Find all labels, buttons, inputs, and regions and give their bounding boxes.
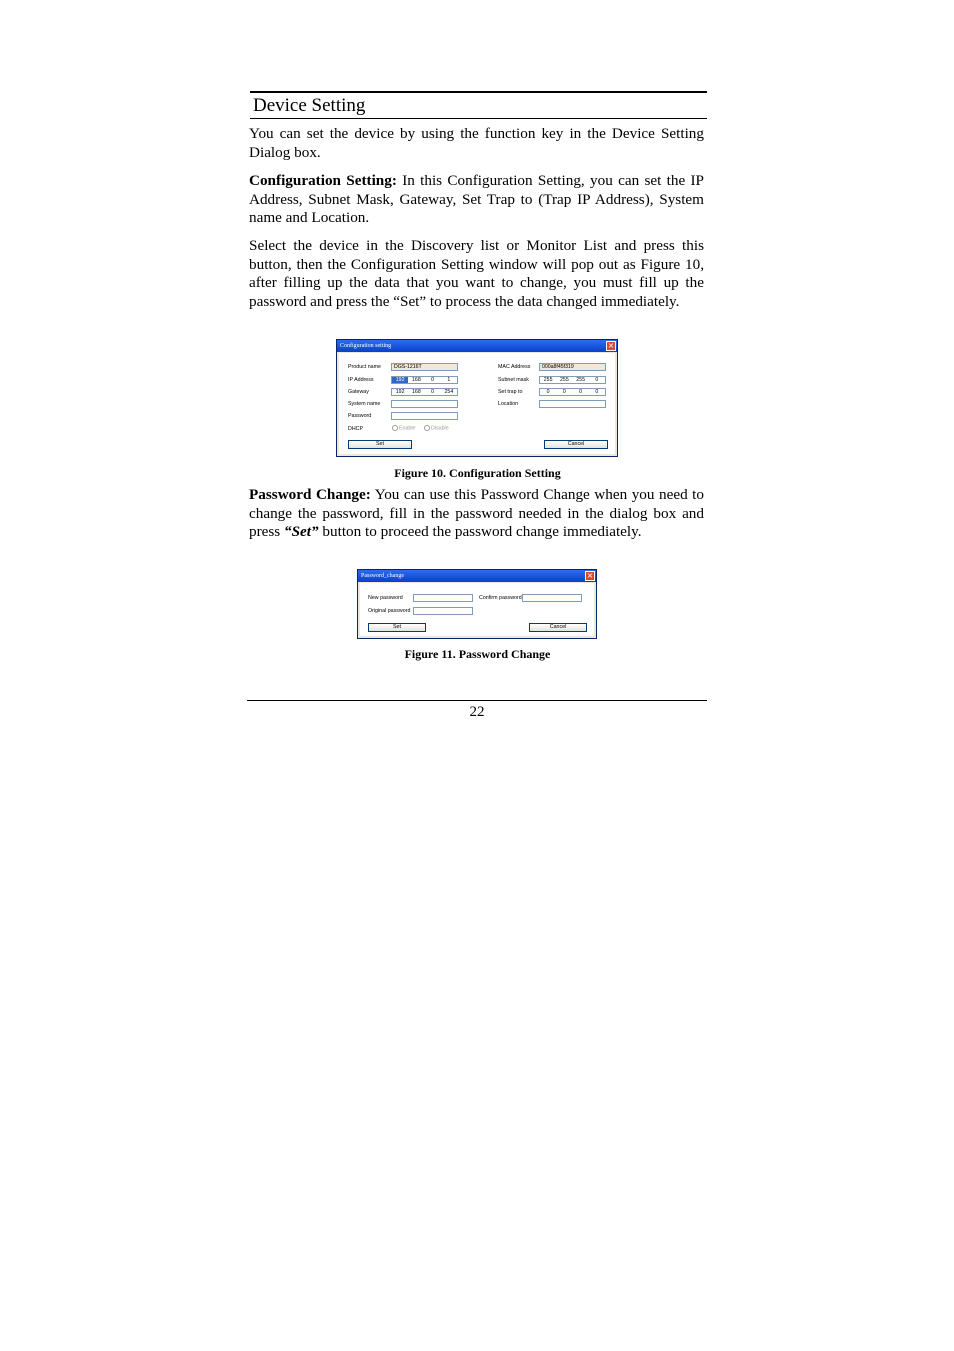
password-label: Password <box>348 413 372 419</box>
trap-octet-1: 0 <box>546 389 550 395</box>
gateway-field[interactable] <box>391 388 458 396</box>
select-text: Select the device in the Discovery list or Monitor List and press this button, then the Configuration Setting window will pop out as Figure 10, after filling up the data that you want to change, you must fill up the password and press the “Set” to process the data changed immediately. <box>249 237 704 310</box>
config-paragraph <box>249 172 704 228</box>
gateway-octet-4: 254 <box>444 389 454 395</box>
dhcp-label: DHCP <box>348 426 364 432</box>
subnet-octet-1: 255 <box>543 377 553 383</box>
mac-address-field[interactable]: 000a8f45f319 <box>539 363 606 371</box>
product-name-field[interactable]: DGS-1216T <box>391 363 458 371</box>
set-button[interactable]: Set <box>348 440 412 449</box>
trap-octet-2: 0 <box>562 389 566 395</box>
ip-address-label: IP Address <box>348 377 374 383</box>
dialog-body <box>360 583 594 636</box>
close-icon[interactable]: × <box>607 341 615 350</box>
gateway-label: Gateway <box>348 389 369 395</box>
ip-octet-1: 192 <box>392 377 408 383</box>
ip-address-field[interactable] <box>391 376 458 384</box>
ip-octet-4: 1 <box>447 377 451 383</box>
dialog-body <box>339 353 615 454</box>
intro-paragraph <box>249 125 704 162</box>
system-name-field[interactable] <box>391 400 458 408</box>
new-password-label: New password <box>368 595 403 601</box>
location-label: Location <box>498 401 519 407</box>
subnet-octet-4: 0 <box>595 377 599 383</box>
password-paragraph <box>249 486 704 542</box>
ip-octet-2: 168 <box>412 377 421 383</box>
radio-circle-icon <box>424 425 430 431</box>
subnet-mask-label: Subnet mask <box>498 377 529 383</box>
config-label: Configuration Setting: <box>249 172 397 189</box>
location-field[interactable] <box>539 400 606 408</box>
dhcp-enable-label: Enable <box>399 425 416 432</box>
figure11-caption: Figure 11. Password Change <box>404 647 551 661</box>
config-text: In this Configuration Setting, you can set the IP Address, Subnet Mask, Gateway, Set Trap to (Trap IP Address), System name and Location. <box>249 172 704 227</box>
set-trap-field[interactable] <box>539 388 606 396</box>
subnet-mask-field[interactable] <box>539 376 606 384</box>
radio-circle-icon <box>392 425 398 431</box>
original-password-label: Original password <box>368 608 411 614</box>
mac-address-label: MAC Address <box>498 364 531 370</box>
dialog-title-bar <box>337 340 617 352</box>
confirm-password-label: Confirm password <box>479 595 522 601</box>
dialog-title-bar <box>358 570 596 582</box>
close-icon[interactable]: × <box>586 571 594 580</box>
trap-octet-3: 0 <box>579 389 583 395</box>
dhcp-disable-radio[interactable] <box>424 425 449 431</box>
page-number: 22 <box>469 704 485 720</box>
dialog-title: Configuration setting <box>340 343 392 349</box>
set-trap-label: Set trap to <box>498 389 523 395</box>
dhcp-enable-radio[interactable] <box>392 425 416 431</box>
select-paragraph <box>249 237 704 311</box>
subnet-octet-3: 255 <box>576 377 585 383</box>
password-text-1: You can use this Password Change when you need to change the password, fill in the password needed in the dialog box and press <box>249 486 704 541</box>
password-change-dialog <box>357 569 597 639</box>
header-rule-top <box>250 91 707 93</box>
password-set-emphasis: “Set” <box>284 523 319 541</box>
trap-octet-4: 0 <box>595 389 599 395</box>
password-label-text: Password Change: <box>249 486 371 503</box>
dialog-title: Password_change <box>361 573 404 579</box>
footer-rule <box>247 700 707 701</box>
system-name-label: System name <box>348 401 381 407</box>
original-password-field[interactable] <box>413 607 473 615</box>
configuration-setting-dialog <box>336 339 618 457</box>
subnet-octet-2: 255 <box>560 377 569 383</box>
section-title: Device Setting <box>253 95 366 116</box>
ip-octet-3: 0 <box>431 377 435 383</box>
confirm-password-field[interactable] <box>522 594 582 602</box>
product-name-label: Product name <box>348 364 381 370</box>
new-password-field[interactable] <box>413 594 473 602</box>
figure10-caption: Figure 10. Configuration Setting <box>394 466 561 480</box>
header-rule-bottom <box>250 118 707 119</box>
dhcp-disable-label: Disable <box>431 425 449 432</box>
intro-text: You can set the device by using the function key in the Device Setting Dialog box. <box>249 125 704 161</box>
cancel-button[interactable]: Cancel <box>529 623 587 632</box>
gateway-octet-1: 192 <box>395 389 405 395</box>
cancel-button[interactable]: Cancel <box>544 440 608 449</box>
gateway-octet-3: 0 <box>431 389 435 395</box>
set-button[interactable]: Set <box>368 623 426 632</box>
gateway-octet-2: 168 <box>412 389 421 395</box>
password-text-2: button to proceed the password change immediately. <box>318 523 642 541</box>
password-field[interactable] <box>391 412 458 420</box>
